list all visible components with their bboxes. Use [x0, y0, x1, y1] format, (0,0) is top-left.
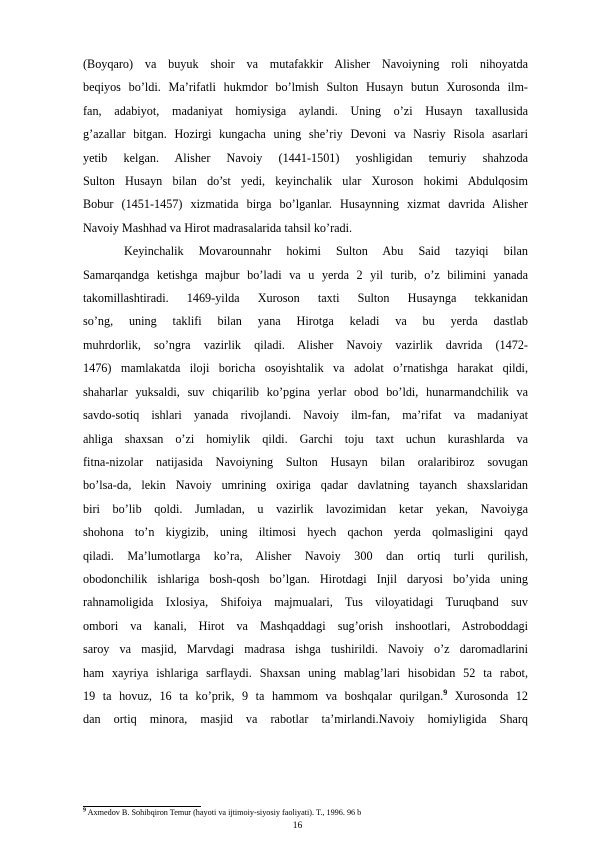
- page-number: 16: [292, 821, 303, 831]
- text-line: savdo-sotiq ishlari yanada rivojlandi. Navoiy ilm-fan, ma’rifat va madaniyat: [83, 408, 528, 423]
- text-line: rahnamoligida Ixlosiya, Shifoiya majmualari, Tus viloyatidagi Turuqband suv: [83, 595, 528, 610]
- text-line: shohona to’n kiygizib, uning iltimosi hyech qachon yerda qolmasligini qayd: [83, 525, 528, 540]
- text-line: (Boyqaro) va buyuk shoir va mutafakkir Alisher Navoiyning roli nihoyatda: [83, 57, 528, 71]
- text-line: Navoiy Mashhad va Hirot madrasalarida tahsil ko’radi.: [83, 220, 353, 235]
- text-line: Bobur (1451-1457) xizmatida birga bo’lganlar. Husaynning xizmat davrida Alisher: [83, 197, 528, 212]
- text-line: takomillashtiradi. 1469-yilda Xuroson taxti Sulton Husaynga tekkanidan: [83, 291, 528, 306]
- text-line: muhrdorlik, so’ngra vazirlik qiladi. Alisher Navoiy vazirlik davrida (1472-: [83, 337, 528, 352]
- text-line: fitna-nizolar natijasida Navoiyning Sulton Husayn bilan oralaribiroz sovugan: [83, 454, 528, 469]
- footnote-marker: 9: [83, 807, 86, 814]
- text-line: saroy va masjid, Marvdagi madrasa ishga tushirildi. Navoiy o’z daromadlarini: [83, 642, 528, 657]
- footnote-text: Axmedov B. Sohibqiron Temur (hayoti va ijtimoiy-siyosiy faoliyati). T., 1996. 96 b: [86, 808, 362, 817]
- text-line: Samarqandga ketishga majbur bo’ladi va u yerda 2 yil turib, o’z bilimini yanada: [83, 267, 528, 282]
- text-line: qiladi. Ma’lumotlarga ko’ra, Alisher Navoiy 300 dan ortiq turli qurilish,: [83, 548, 528, 563]
- body-text: [83, 53, 528, 732]
- paragraph-2: [83, 240, 528, 685]
- text-line: ahliga shaxsan o’zi homiylik qildi. Garchi toju taxt uchun kurashlarda va: [83, 431, 528, 446]
- text-line: shaharlar yuksaldi, suv chiqarilib ko’pgina yerlar obod bo’ldi, hunarmandchilik va: [83, 384, 528, 399]
- line-text: 19 ta hovuz, 16 ta ko’prik, 9 ta hammom va boshqalar qurilgan.: [83, 688, 444, 703]
- text-line: ham xayriya ishlariga sarflaydi. Shaxsan uning mablag’lari hisobidan 52 ta rabot,: [83, 665, 528, 680]
- text-line: dan ortiq minora, masjid va rabotlar ta’mirlandi.Navoiy homiyligida Sharq: [83, 712, 528, 727]
- text-line: yetib kelgan. Alisher Navoiy (1441-1501) yoshligidan temuriy shahzoda: [83, 150, 528, 165]
- paragraph-1: [83, 53, 528, 240]
- text-line: obodonchilik ishlariga bosh-qosh bo’lgan. Hirotdagi Injil daryosi bo’yida uning: [83, 571, 528, 586]
- text-line: beqiyos bo’ldi. Ma’rifatli hukmdor bo’lmish Sulton Husayn butun Xurosonda ilm-: [83, 80, 528, 95]
- text-line: bo’lsa-da, lekin Navoiy umrining oxiriga qadar davlatning tayanch shaxslaridan: [83, 478, 528, 493]
- text-line: 1476) mamlakatda iloji boricha osoyishtalik va adolat o’rnatishga harakat qildi,: [83, 361, 528, 376]
- text-line: ombori va kanali, Hirot va Mashqaddagi sug’orish inshootlari, Astroboddagi: [83, 618, 528, 633]
- text-line: so’ng, uning taklifi bilan yana Hirotga keladi va bu yerda dastlab: [83, 314, 528, 329]
- text-line: Sulton Husayn bilan do’st yedi, keyinchalik ular Xuroson hokimi Abdulqosim: [83, 174, 528, 189]
- text-line: g’azallar bitgan. Hozirgi kungacha uning she’riy Devoni va Nasriy Risola asarlari: [83, 127, 528, 142]
- line-text: Xurosonda 12: [447, 688, 528, 703]
- text-line: Keyinchalik Movarounnahr hokimi Sulton Abu Said tazyiqi bilan: [124, 244, 528, 259]
- text-line-with-footnote: [83, 685, 528, 708]
- text-line: fan, adabiyot, madaniyat homiysiga aylandi. Uning o’zi Husayn taxallusida: [83, 103, 528, 118]
- footnote-reference[interactable]: 9: [443, 687, 448, 697]
- footnote: [83, 807, 528, 818]
- text-line: biri bo’lib qoldi. Jumladan, u vazirlik lavozimidan ketar yekan, Navoiyga: [83, 501, 528, 516]
